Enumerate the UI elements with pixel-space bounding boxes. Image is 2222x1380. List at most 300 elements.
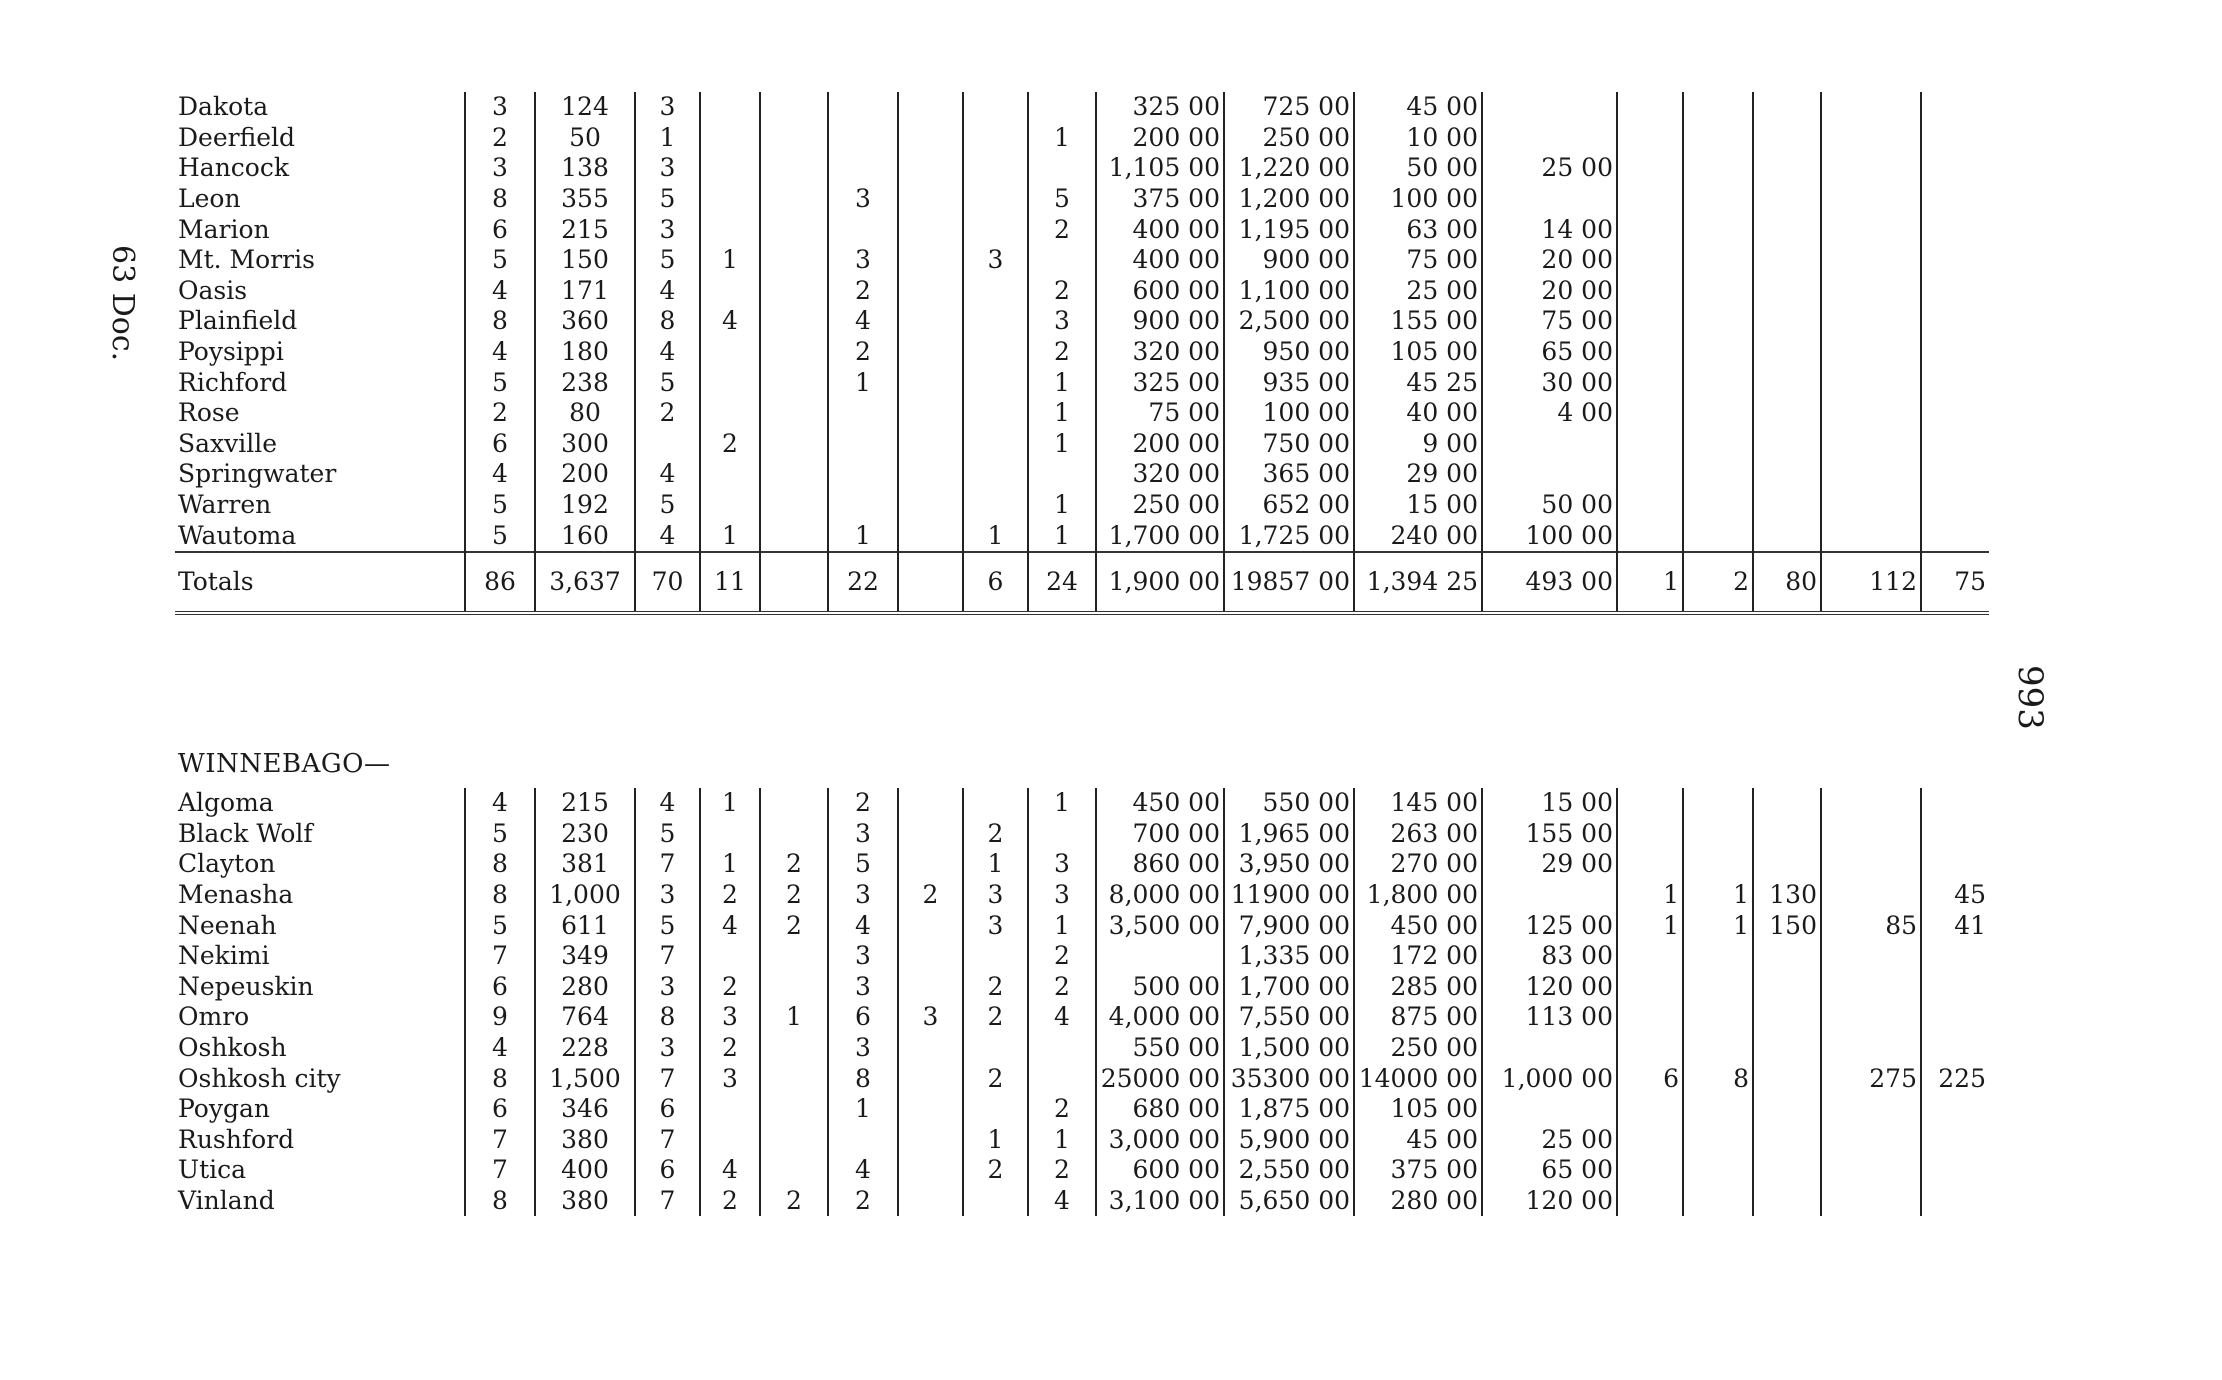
value-cell: 5 xyxy=(465,520,535,552)
value-cell xyxy=(700,367,760,398)
value-cell: 7 xyxy=(635,1063,700,1094)
value-cell xyxy=(1821,941,1921,972)
value-cell: 1,725 00 xyxy=(1224,520,1354,552)
value-cell xyxy=(828,490,898,521)
value-cell: 80 xyxy=(535,398,635,429)
value-cell: 1,000 00 xyxy=(1482,1063,1617,1094)
value-cell: 1 xyxy=(1028,788,1096,819)
value-cell xyxy=(760,819,828,850)
value-cell xyxy=(828,214,898,245)
value-cell xyxy=(1921,306,1989,337)
value-cell xyxy=(1821,1094,1921,1125)
value-cell: 2 xyxy=(1028,337,1096,368)
value-cell: 611 xyxy=(535,910,635,941)
value-cell xyxy=(760,214,828,245)
value-cell: 2 xyxy=(465,123,535,154)
value-cell: 75 00 xyxy=(1096,398,1224,429)
value-cell: 145 00 xyxy=(1354,788,1482,819)
value-cell xyxy=(1753,788,1821,819)
value-cell: 1,100 00 xyxy=(1224,276,1354,307)
value-cell xyxy=(1753,1155,1821,1186)
table-row xyxy=(175,490,1989,521)
value-cell: 1 xyxy=(1617,880,1683,911)
value-cell: 7 xyxy=(635,1186,700,1217)
value-cell xyxy=(963,276,1028,307)
value-cell: 375 00 xyxy=(1354,1155,1482,1186)
value-cell: 45 xyxy=(1921,880,1989,911)
value-cell: 6 xyxy=(635,1155,700,1186)
value-cell: 1 xyxy=(1028,429,1096,460)
town-name-cell: Mt. Morris xyxy=(178,245,315,275)
value-cell: 155 00 xyxy=(1482,819,1617,850)
value-cell: 2 xyxy=(898,880,963,911)
value-cell: 4 xyxy=(635,520,700,552)
value-cell xyxy=(898,972,963,1003)
value-cell xyxy=(963,184,1028,215)
value-cell xyxy=(1617,1186,1683,1217)
value-cell: 9 00 xyxy=(1354,429,1482,460)
value-cell xyxy=(1753,1186,1821,1217)
value-cell xyxy=(1921,459,1989,490)
value-cell xyxy=(1683,153,1753,184)
value-cell: 1,800 00 xyxy=(1354,880,1482,911)
value-cell: 1 xyxy=(1028,367,1096,398)
value-cell xyxy=(760,788,828,819)
value-cell xyxy=(1921,153,1989,184)
value-cell: 1,965 00 xyxy=(1224,819,1354,850)
value-cell: 2 xyxy=(1028,972,1096,1003)
table-row xyxy=(175,367,1989,398)
value-cell: 75 00 xyxy=(1354,245,1482,276)
section-heading: WINNEBAGO— xyxy=(178,749,391,779)
value-cell: 5 xyxy=(465,910,535,941)
value-cell: 3 xyxy=(963,910,1028,941)
value-cell xyxy=(1821,1186,1921,1217)
value-cell: 2 xyxy=(700,1186,760,1217)
value-cell: 5 xyxy=(635,184,700,215)
value-cell xyxy=(1683,972,1753,1003)
value-cell: 360 xyxy=(535,306,635,337)
value-cell xyxy=(760,398,828,429)
value-cell: 5,650 00 xyxy=(1224,1186,1354,1217)
value-cell xyxy=(898,367,963,398)
value-cell: 750 00 xyxy=(1224,429,1354,460)
value-cell xyxy=(898,398,963,429)
value-cell xyxy=(760,306,828,337)
value-cell: 22 xyxy=(828,552,898,613)
value-cell: 7 xyxy=(465,1125,535,1156)
value-cell: 6 xyxy=(828,1002,898,1033)
value-cell: 29 00 xyxy=(1482,849,1617,880)
value-cell xyxy=(1683,788,1753,819)
value-cell xyxy=(963,367,1028,398)
value-cell xyxy=(1753,92,1821,123)
value-cell: 10 00 xyxy=(1354,123,1482,154)
value-cell: 15 00 xyxy=(1482,788,1617,819)
side-label: 63 Doc. xyxy=(105,245,140,362)
value-cell: 8 xyxy=(465,1186,535,1217)
value-cell: 325 00 xyxy=(1096,92,1224,123)
value-cell: 275 xyxy=(1821,1063,1921,1094)
value-cell xyxy=(1683,459,1753,490)
value-cell: 1 xyxy=(1683,910,1753,941)
value-cell xyxy=(1028,819,1096,850)
value-cell xyxy=(898,849,963,880)
value-cell xyxy=(1617,490,1683,521)
value-cell xyxy=(898,1033,963,1064)
value-cell: 228 xyxy=(535,1033,635,1064)
value-cell: 24 xyxy=(1028,552,1096,613)
value-cell xyxy=(828,398,898,429)
value-cell xyxy=(760,276,828,307)
value-cell: 8 xyxy=(635,1002,700,1033)
value-cell: 2 xyxy=(963,972,1028,1003)
value-cell: 1 xyxy=(963,849,1028,880)
value-cell: 450 00 xyxy=(1354,910,1482,941)
value-cell: 4,000 00 xyxy=(1096,1002,1224,1033)
value-cell: 4 xyxy=(828,306,898,337)
value-cell: 63 00 xyxy=(1354,214,1482,245)
value-cell: 3 xyxy=(1028,849,1096,880)
table-row xyxy=(175,941,1989,972)
town-name-cell: Rushford xyxy=(178,1124,295,1154)
value-cell xyxy=(700,941,760,972)
value-cell xyxy=(898,245,963,276)
value-cell: 86 xyxy=(465,552,535,613)
value-cell: 80 xyxy=(1753,552,1821,613)
value-cell: 1,875 00 xyxy=(1224,1094,1354,1125)
value-cell xyxy=(1821,1125,1921,1156)
value-cell xyxy=(1821,367,1921,398)
table-row xyxy=(175,880,1989,911)
value-cell: 2 xyxy=(1028,1155,1096,1186)
value-cell: 5 xyxy=(1028,184,1096,215)
table-row xyxy=(175,520,1989,552)
value-cell: 325 00 xyxy=(1096,367,1224,398)
value-cell xyxy=(700,123,760,154)
town-name-cell: Omro xyxy=(178,1002,250,1032)
value-cell xyxy=(1683,367,1753,398)
value-cell xyxy=(1821,1033,1921,1064)
value-cell: 1,700 00 xyxy=(1096,520,1224,552)
value-cell xyxy=(898,184,963,215)
value-cell: 124 xyxy=(535,92,635,123)
value-cell: 4 xyxy=(828,910,898,941)
town-name-cell: Nepeuskin xyxy=(178,971,314,1001)
value-cell: 3,950 00 xyxy=(1224,849,1354,880)
value-cell: 8 xyxy=(828,1063,898,1094)
value-cell xyxy=(1921,1002,1989,1033)
value-cell: 9 xyxy=(465,1002,535,1033)
value-cell: 100 00 xyxy=(1224,398,1354,429)
value-cell: 5 xyxy=(635,819,700,850)
value-cell xyxy=(760,337,828,368)
town-name-cell: Hancock xyxy=(178,153,290,183)
value-cell xyxy=(1821,459,1921,490)
value-cell: 4 xyxy=(635,459,700,490)
town-name-cell: Wautoma xyxy=(178,520,297,550)
value-cell: 1 xyxy=(1028,123,1096,154)
table-row xyxy=(175,92,1989,123)
town-name-cell: Poysippi xyxy=(178,337,284,367)
value-cell: 381 xyxy=(535,849,635,880)
value-cell xyxy=(1683,1125,1753,1156)
value-cell xyxy=(1482,184,1617,215)
value-cell: 1,500 00 xyxy=(1224,1033,1354,1064)
value-cell: 2 xyxy=(828,337,898,368)
value-cell xyxy=(760,552,828,613)
value-cell xyxy=(1096,941,1224,972)
value-cell: 29 00 xyxy=(1354,459,1482,490)
value-cell xyxy=(1921,123,1989,154)
value-cell: 1,394 25 xyxy=(1354,552,1482,613)
value-cell xyxy=(963,459,1028,490)
value-cell: 250 00 xyxy=(1096,490,1224,521)
value-cell: 50 xyxy=(535,123,635,154)
value-cell: 875 00 xyxy=(1354,1002,1482,1033)
value-cell xyxy=(1617,819,1683,850)
value-cell xyxy=(898,123,963,154)
value-cell: 4 xyxy=(700,306,760,337)
town-name-cell: Algoma xyxy=(178,788,274,818)
value-cell xyxy=(963,306,1028,337)
value-cell: 2,500 00 xyxy=(1224,306,1354,337)
value-cell: 2 xyxy=(1028,276,1096,307)
table-row xyxy=(175,972,1989,1003)
value-cell: 100 00 xyxy=(1482,520,1617,552)
town-name-cell: Rose xyxy=(178,398,240,428)
value-cell xyxy=(1482,92,1617,123)
value-cell xyxy=(760,1125,828,1156)
value-cell xyxy=(1753,214,1821,245)
value-cell xyxy=(1753,1033,1821,1064)
value-cell: 238 xyxy=(535,367,635,398)
town-name-cell: Oshkosh city xyxy=(178,1063,341,1093)
value-cell xyxy=(760,1063,828,1094)
value-cell xyxy=(1753,153,1821,184)
value-cell xyxy=(1921,1033,1989,1064)
value-cell xyxy=(760,941,828,972)
value-cell: 2 xyxy=(760,849,828,880)
value-cell: 150 xyxy=(535,245,635,276)
value-cell: 1 xyxy=(828,520,898,552)
value-cell: 1 xyxy=(1683,880,1753,911)
value-cell xyxy=(1617,367,1683,398)
value-cell xyxy=(700,1125,760,1156)
value-cell xyxy=(1617,184,1683,215)
value-cell: 725 00 xyxy=(1224,92,1354,123)
value-cell: 45 00 xyxy=(1354,92,1482,123)
town-name-cell: Saxville xyxy=(178,428,278,458)
value-cell xyxy=(1683,429,1753,460)
value-cell: 3 xyxy=(465,92,535,123)
table-row xyxy=(175,1094,1989,1125)
value-cell: 7 xyxy=(635,849,700,880)
value-cell: 7 xyxy=(465,941,535,972)
value-cell: 8 xyxy=(635,306,700,337)
value-cell: 5 xyxy=(828,849,898,880)
value-cell: 3 xyxy=(828,972,898,1003)
value-cell: 7 xyxy=(635,941,700,972)
value-cell: 700 00 xyxy=(1096,819,1224,850)
value-cell: 1 xyxy=(700,520,760,552)
value-cell xyxy=(700,490,760,521)
value-cell: 19857 00 xyxy=(1224,552,1354,613)
value-cell: 2 xyxy=(760,1186,828,1217)
value-cell xyxy=(1921,367,1989,398)
value-cell xyxy=(1753,849,1821,880)
value-cell xyxy=(760,1094,828,1125)
value-cell xyxy=(1683,92,1753,123)
value-cell: 130 xyxy=(1753,880,1821,911)
value-cell: 2 xyxy=(828,788,898,819)
value-cell xyxy=(1617,788,1683,819)
value-cell: 349 xyxy=(535,941,635,972)
value-cell: 4 xyxy=(700,910,760,941)
value-cell: 2 xyxy=(465,398,535,429)
value-cell: 3 xyxy=(898,1002,963,1033)
value-cell xyxy=(760,123,828,154)
value-cell xyxy=(828,459,898,490)
value-cell: 5 xyxy=(465,245,535,276)
value-cell xyxy=(1617,1125,1683,1156)
value-cell xyxy=(1821,214,1921,245)
value-cell: 2 xyxy=(700,429,760,460)
value-cell: 2 xyxy=(635,398,700,429)
value-cell: 172 00 xyxy=(1354,941,1482,972)
value-cell xyxy=(1921,819,1989,850)
value-cell xyxy=(898,910,963,941)
value-cell: 250 00 xyxy=(1354,1033,1482,1064)
value-cell: 3 xyxy=(828,245,898,276)
value-cell: 2 xyxy=(1028,1094,1096,1125)
value-cell: 2 xyxy=(828,1186,898,1217)
value-cell xyxy=(760,367,828,398)
value-cell: 4 xyxy=(465,1033,535,1064)
value-cell xyxy=(1921,520,1989,552)
table-row xyxy=(175,429,1989,460)
value-cell xyxy=(898,552,963,613)
value-cell: 5 xyxy=(465,367,535,398)
value-cell xyxy=(1753,1002,1821,1033)
value-cell xyxy=(1617,123,1683,154)
table-row xyxy=(175,123,1989,154)
value-cell: 3 xyxy=(963,880,1028,911)
value-cell xyxy=(1821,123,1921,154)
value-cell: 764 xyxy=(535,1002,635,1033)
value-cell xyxy=(1617,459,1683,490)
value-cell: 25 00 xyxy=(1482,1125,1617,1156)
value-cell: 35300 00 xyxy=(1224,1063,1354,1094)
value-cell: 1 xyxy=(760,1002,828,1033)
value-cell xyxy=(1683,276,1753,307)
value-cell xyxy=(1482,1033,1617,1064)
value-cell xyxy=(963,123,1028,154)
town-name-cell: Nekimi xyxy=(178,941,270,971)
value-cell: 105 00 xyxy=(1354,337,1482,368)
value-cell: 1,200 00 xyxy=(1224,184,1354,215)
value-cell: 1 xyxy=(1028,1125,1096,1156)
value-cell: 550 00 xyxy=(1096,1033,1224,1064)
value-cell: 50 00 xyxy=(1482,490,1617,521)
value-cell xyxy=(1753,459,1821,490)
value-cell: 935 00 xyxy=(1224,367,1354,398)
value-cell: 1 xyxy=(635,123,700,154)
value-cell: 1 xyxy=(1028,520,1096,552)
value-cell xyxy=(1617,520,1683,552)
value-cell xyxy=(1617,276,1683,307)
value-cell: 4 00 xyxy=(1482,398,1617,429)
value-cell xyxy=(1482,123,1617,154)
value-cell xyxy=(1482,880,1617,911)
value-cell: 5 xyxy=(635,367,700,398)
value-cell: 600 00 xyxy=(1096,276,1224,307)
value-cell xyxy=(1617,92,1683,123)
value-cell: 240 00 xyxy=(1354,520,1482,552)
value-cell: 3,637 xyxy=(535,552,635,613)
value-cell xyxy=(898,520,963,552)
value-cell: 1 xyxy=(1028,490,1096,521)
value-cell: 155 00 xyxy=(1354,306,1482,337)
value-cell xyxy=(1683,1033,1753,1064)
town-name-cell: Clayton xyxy=(178,849,276,879)
value-cell xyxy=(1753,1125,1821,1156)
value-cell: 125 00 xyxy=(1482,910,1617,941)
value-cell xyxy=(1617,153,1683,184)
value-cell: 250 00 xyxy=(1224,123,1354,154)
value-cell: 171 xyxy=(535,276,635,307)
table-row xyxy=(175,337,1989,368)
table-row xyxy=(175,398,1989,429)
value-cell: 1 xyxy=(963,1125,1028,1156)
value-cell: 138 xyxy=(535,153,635,184)
value-cell xyxy=(700,819,760,850)
value-cell xyxy=(700,1094,760,1125)
value-cell: 3,500 00 xyxy=(1096,910,1224,941)
value-cell xyxy=(1617,972,1683,1003)
value-cell: 2 xyxy=(963,1155,1028,1186)
value-cell xyxy=(963,214,1028,245)
value-cell: 2 xyxy=(1028,214,1096,245)
value-cell xyxy=(1821,429,1921,460)
section-heading-row xyxy=(175,740,1989,788)
value-cell xyxy=(1821,398,1921,429)
value-cell: 1,195 00 xyxy=(1224,214,1354,245)
value-cell xyxy=(1753,245,1821,276)
value-cell xyxy=(1921,490,1989,521)
value-cell xyxy=(700,337,760,368)
value-cell: 355 xyxy=(535,184,635,215)
value-cell: 65 00 xyxy=(1482,337,1617,368)
value-cell: 200 xyxy=(535,459,635,490)
value-cell: 215 xyxy=(535,214,635,245)
value-cell xyxy=(828,92,898,123)
value-cell xyxy=(1028,1033,1096,1064)
value-cell: 1,335 00 xyxy=(1224,941,1354,972)
value-cell xyxy=(1921,337,1989,368)
value-cell: 1,105 00 xyxy=(1096,153,1224,184)
value-cell xyxy=(1683,490,1753,521)
value-cell: 7 xyxy=(635,1125,700,1156)
value-cell xyxy=(760,184,828,215)
value-cell xyxy=(1753,276,1821,307)
value-cell: 2 xyxy=(760,910,828,941)
value-cell: 680 00 xyxy=(1096,1094,1224,1125)
value-cell: 11 xyxy=(700,552,760,613)
value-cell xyxy=(1921,788,1989,819)
value-cell: 160 xyxy=(535,520,635,552)
value-cell: 100 00 xyxy=(1354,184,1482,215)
